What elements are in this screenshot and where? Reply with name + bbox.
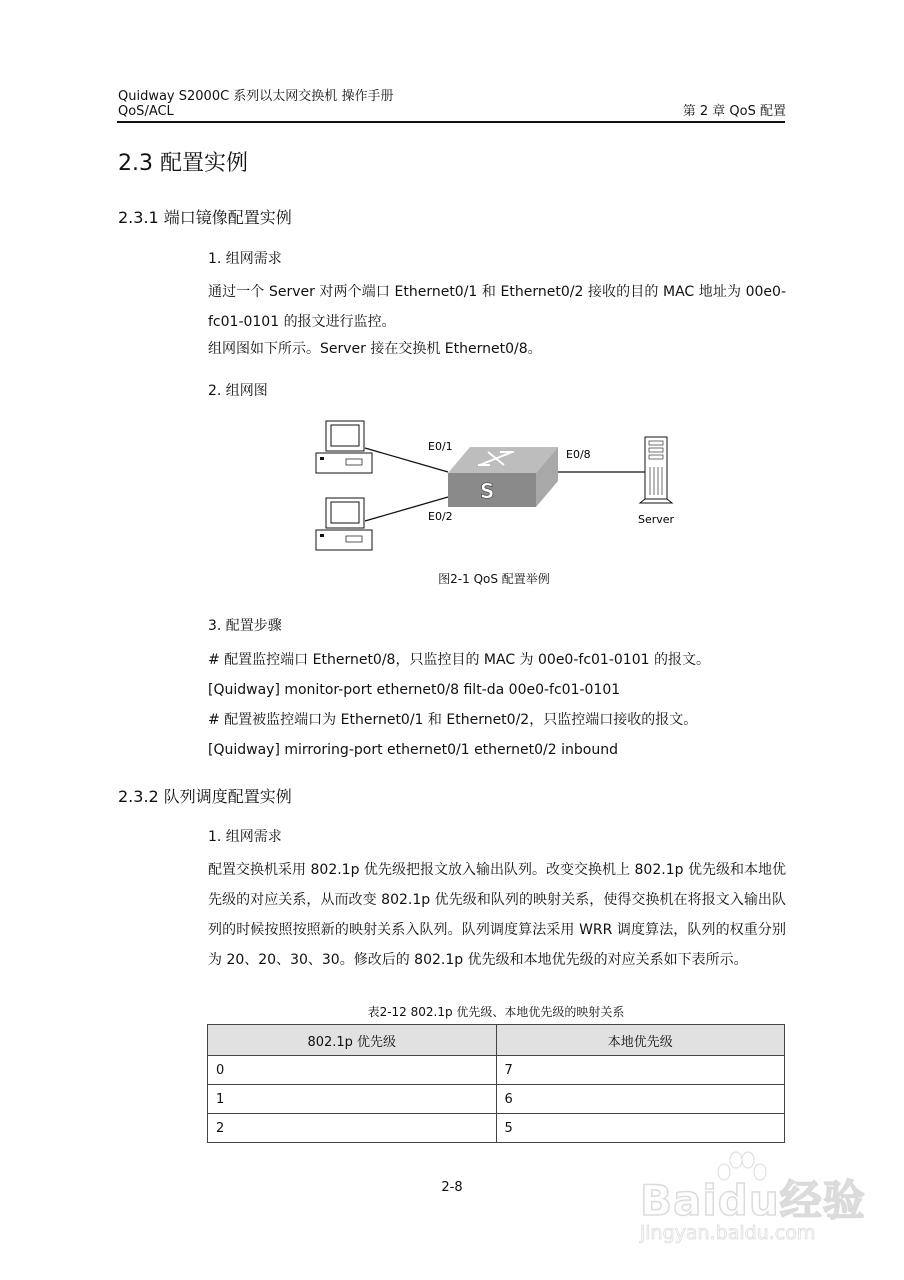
subsection-title-mirroring: 2.3.1 端口镜像配置实例 (118, 208, 292, 227)
paragraph-queue-requirement: 配置交换机采用 802.1p 优先级把报文放入输出队列。改变交换机上 802.1p 优先级和本地优先级的对应关系，从而改变 802.1p 优先级和队列的映射关系，使得交换机在将报文入输出队列的时候按照按照新的映射关系入队列。队列调度算法采用 WRR 调度算法，队列的权重分别为 20、20、30、30。修改后的 802.1p 优先级和本地优先级的对应关系如下表所示。 (208, 862, 786, 968)
cell-8021p: 0 (208, 1056, 497, 1085)
section-title: 2.3 配置实例 (118, 151, 248, 176)
watermark-brand: Baidu经验 (640, 1176, 866, 1225)
cell-local: 5 (496, 1114, 785, 1143)
svg-text:S: S (480, 479, 495, 503)
header-chapter: 第 2 章 QoS 配置 (682, 104, 786, 119)
heading-network-requirement: 1. 组网需求 (208, 251, 282, 267)
cell-8021p: 1 (208, 1085, 497, 1114)
table-row (208, 1085, 785, 1114)
column-header-local-priority: 本地优先级 (496, 1025, 785, 1056)
paragraph-requirement: 通过一个 Server 对两个端口 Ethernet0/1 和 Ethernet0/2 接收的目的 MAC 地址为 00e0-fc01-0101 的报文进行监控。 (208, 284, 786, 330)
subsection-title-queue: 2.3.2 队列调度配置实例 (118, 787, 292, 806)
cell-local: 6 (496, 1085, 785, 1114)
baidu-watermark (640, 1150, 870, 1270)
page-number: 2-8 (441, 1180, 463, 1195)
command-monitor-port: [Quidway] monitor-port ethernet0/8 filt-da 00e0-fc01-0101 (208, 682, 621, 698)
server-icon (640, 437, 672, 503)
paragraph-server-connection: 组网图如下所示。Server 接在交换机 Ethernet0/8。 (208, 341, 542, 357)
cell-8021p: 2 (208, 1114, 497, 1143)
port-label-e08: E0/8 (566, 448, 591, 461)
network-topology-svg (300, 405, 700, 565)
heading-network-diagram: 2. 组网图 (208, 383, 268, 399)
heading-network-requirement-2: 1. 组网需求 (208, 829, 282, 845)
port-label-e02: E0/2 (428, 510, 453, 523)
cell-local: 7 (496, 1056, 785, 1085)
step-comment-1: # 配置监控端口 Ethernet0/8，只监控目的 MAC 为 00e0-fc01-0101 的报文。 (208, 652, 710, 668)
table-caption: 表2-12 802.1p 优先级、本地优先级的映射关系 (367, 1005, 625, 1019)
step-comment-2: # 配置被监控端口为 Ethernet0/1 和 Ethernet0/2，只监控端口接收的报文。 (208, 712, 698, 728)
priority-mapping-table (207, 1024, 785, 1143)
table-header-row (208, 1025, 785, 1056)
header-divider (117, 121, 785, 123)
port-label-e01: E0/1 (428, 440, 453, 453)
pc-icon (316, 421, 372, 473)
command-mirroring-port: [Quidway] mirroring-port ethernet0/1 ethernet0/2 inbound (208, 742, 618, 758)
header-doc-title: Quidway S2000C 系列以太网交换机 操作手册 (118, 89, 394, 104)
network-diagram (300, 405, 700, 565)
server-label: Server (638, 513, 675, 526)
figure-caption: 图2-1 QoS 配置举例 (438, 572, 550, 586)
column-header-8021p: 802.1p 优先级 (208, 1025, 497, 1056)
heading-config-steps: 3. 配置步骤 (208, 618, 282, 634)
table-row (208, 1056, 785, 1085)
header-module: QoS/ACL (118, 104, 174, 119)
pc-icon (316, 498, 372, 550)
watermark-url: jingyan.baidu.com (640, 1222, 816, 1244)
table-row (208, 1114, 785, 1143)
switch-icon (448, 447, 558, 507)
